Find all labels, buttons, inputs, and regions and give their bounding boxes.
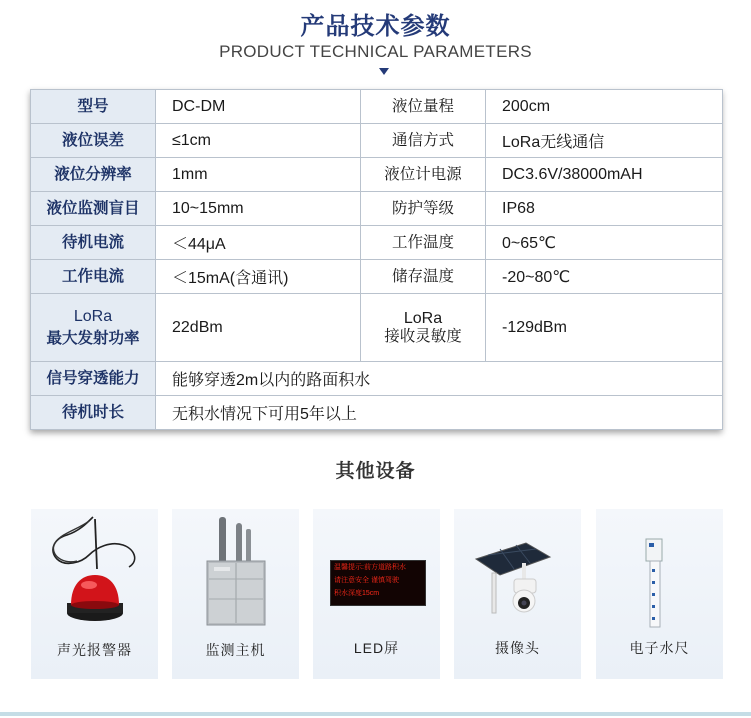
spec-value: 能够穿透2m以内的路面积水 [156,362,723,396]
spec-value: 0~65℃ [486,226,723,260]
spec-label: 液位误差 [31,124,156,158]
device-card-led [313,509,440,679]
table-row [31,124,723,158]
table-row [31,294,723,362]
device-card-camera [454,509,581,679]
spec-label [361,294,486,362]
spec-value: 无积水情况下可用5年以上 [156,396,723,430]
device-name: 摄像头 [495,640,540,656]
spec-value: -129dBm [486,294,723,362]
device-name: 电子水尺 [629,640,690,656]
spec-value: 200cm [486,90,723,124]
alarm-light-icon [31,509,158,629]
spec-value: 10~15mm [156,192,361,226]
spec-value: DC3.6V/38000mAH [486,158,723,192]
spec-value: LoRa无线通信 [486,124,723,158]
spec-value: -20~80℃ [486,260,723,294]
spec-label: 液位量程 [361,90,486,124]
page-subtitle: PRODUCT TECHNICAL PARAMETERS [219,42,532,61]
spec-label: 工作电流 [31,260,156,294]
page-title: 产品技术参数 [300,13,451,40]
spec-table-container [30,89,722,430]
spec-label: 储存温度 [361,260,486,294]
spec-label: 待机时长 [31,396,156,430]
table-row [31,158,723,192]
spec-label: 液位监测盲目 [31,192,156,226]
spec-label-line: LoRa [403,309,443,327]
spec-label: 液位计电源 [361,158,486,192]
spec-label: 待机电流 [31,226,156,260]
bottom-divider [0,712,751,716]
table-row [31,396,723,430]
spec-value: DC-DM [156,90,361,124]
spec-value: IP68 [486,192,723,226]
spec-label-line: 最大发射功率 [46,329,140,347]
monitor-host-icon [172,509,299,629]
led-line: 积水深度15cm [334,590,380,597]
spec-label [31,294,156,362]
camera-icon [454,509,581,629]
table-row [31,90,723,124]
device-name: 监测主机 [205,642,266,658]
spec-label: 防护等级 [361,192,486,226]
led-line: 请注意安全 谨慎驾驶 [334,577,399,584]
spec-label-line: 接收灵敏度 [384,327,462,345]
table-row [31,226,723,260]
device-name: 声光报警器 [57,642,132,658]
down-arrow-icon [379,68,389,75]
spec-label: 通信方式 [361,124,486,158]
spec-value: ＜44μA [156,226,361,260]
led-line: 温馨提示:前方道路积水 [334,564,406,571]
spec-label-line: LoRa [73,307,113,325]
section-title: 其他设备 [335,461,416,482]
device-card-gauge [596,509,723,679]
led-screen-icon [313,509,440,629]
spec-label: 信号穿透能力 [31,362,156,396]
device-name: LED屏 [353,640,400,656]
table-row [31,192,723,226]
table-row [31,362,723,396]
spec-value: 1mm [156,158,361,192]
spec-value: ≤1cm [156,124,361,158]
spec-label: 型号 [31,90,156,124]
device-card-host [172,509,299,679]
spec-label: 液位分辨率 [31,158,156,192]
spec-label: 工作温度 [361,226,486,260]
table-row [31,260,723,294]
spec-table [30,89,723,430]
spec-value: ＜15mA(含通讯) [156,260,361,294]
led-screen-panel [330,560,426,606]
spec-value: 22dBm [156,294,361,362]
device-card-alarm [31,509,158,679]
water-gauge-icon [596,509,723,629]
